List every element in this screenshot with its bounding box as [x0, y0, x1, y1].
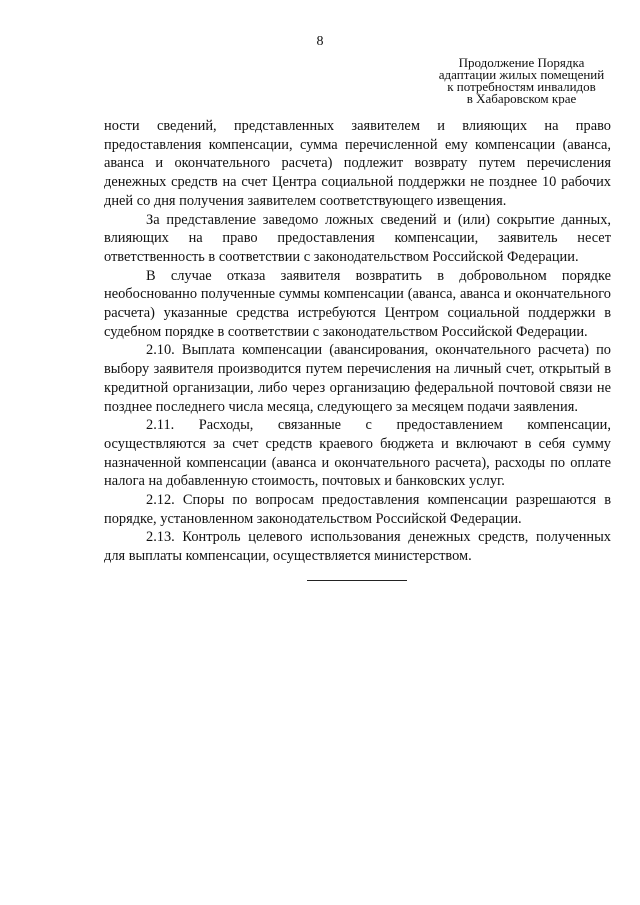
page-number: 8 — [316, 34, 324, 49]
paragraph-2-12: 2.12. Споры по вопросам предоставления компенсации разрешаются в порядке, установленном законодательством Российской Федерации. — [104, 492, 611, 527]
header-line: Продолжение Порядка — [458, 55, 585, 70]
document-header — [430, 57, 613, 105]
paragraph-false-info: За представление заведомо ложных сведений и (или) сокрытие данных, влияющих на право предоставления компенсации, заявитель несет ответственность в соответствии с законодательством Российской Федерации. — [104, 211, 611, 265]
paragraph-2-11: 2.11. Расходы, связанные с предоставлением компенсации, осуществляются за счет средств краевого бюджета и включают в себя сумму назначенной компенсации (аванса и окончательного расчета), расходы по оплате налога на добавленную стоимость, почтовых и банковских услуг. — [104, 417, 611, 490]
document-body — [104, 117, 611, 566]
end-separator-line — [307, 580, 407, 581]
paragraph-continuation: ности сведений, представленных заявителем и влияющих на право предоставления компенсации, сумма перечисленной ему компенсации (аванса, аванса и окончательного расчета) подлежит возврату путем перечисления денежных средств на счет Центра социальной поддержки не позднее 10 рабочих дней со дня получения заявителем соответствующего извещения. — [104, 118, 611, 209]
paragraph-2-10: 2.10. Выплата компенсации (авансирования, окончательного расчета) по выбору заявителя производится путем перечисления на личный счет, открытый в кредитной организации, либо через организацию федеральной почтовой связи не позднее последнего числа месяца, следующего за месяцем подачи заявления. — [104, 342, 611, 415]
paragraph-2-13: 2.13. Контроль целевого использования денежных средств, полученных для выплаты компенсации, осуществляется министерством. — [104, 529, 611, 565]
header-line: адаптации жилых помещений — [438, 67, 605, 82]
paragraph-refusal: В случае отказа заявителя возвратить в добровольном порядке необоснованно полученные суммы компенсации (аванса, аванса и окончательного расчета) указанные средства истребуются Центром социальной поддержки в судебном порядке в соответствии с законодательством Российской Федерации. — [104, 267, 611, 340]
header-line: к потребностям инвалидов — [447, 79, 596, 94]
header-line: в Хабаровском крае — [466, 91, 577, 106]
